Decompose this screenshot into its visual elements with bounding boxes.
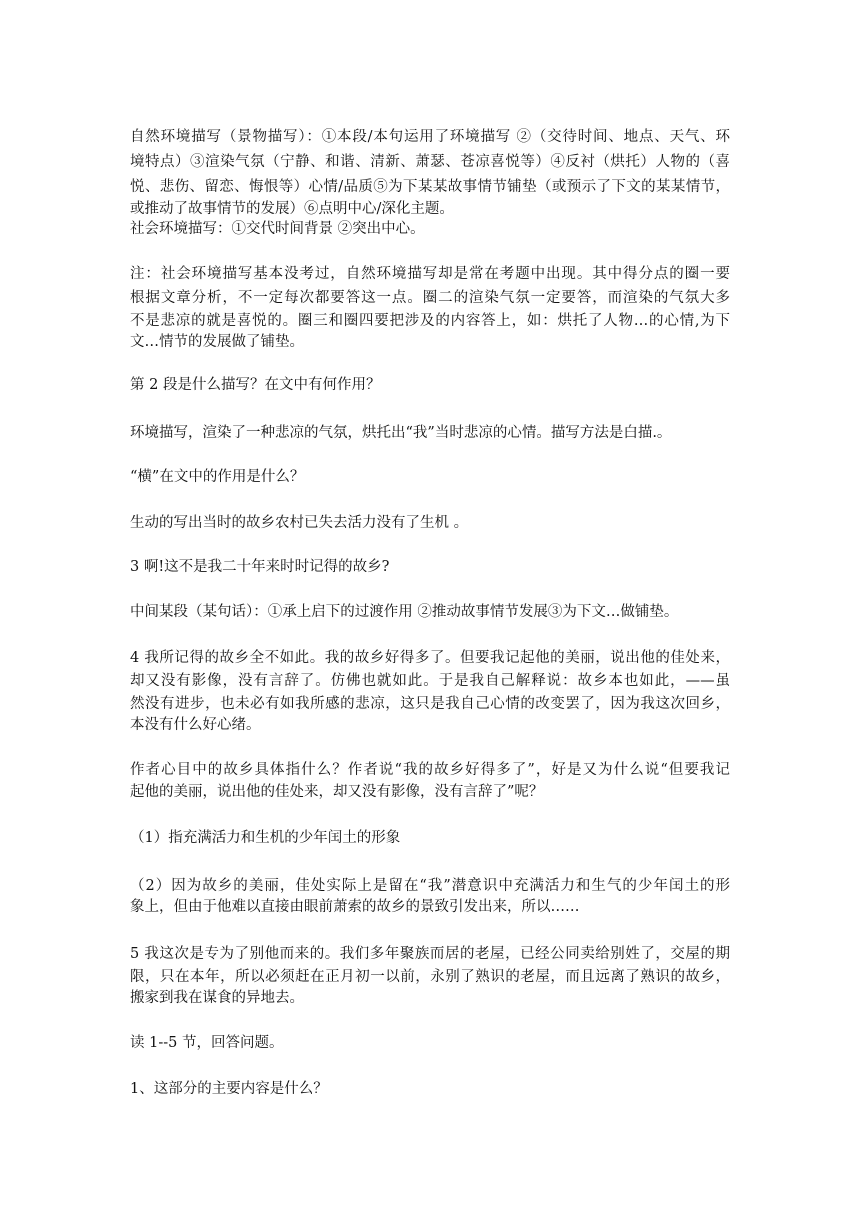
text-line: 3 啊!这不是我二十年来时时记得的故乡?	[130, 559, 390, 575]
answer-line: （1）指充满活力和生机的少年闰土的形象	[130, 830, 401, 846]
text-line: 中间某段（某句话）：①承上启下的过渡作用 ②推动故事情节发展③为下文…做铺垫。	[130, 604, 679, 620]
text-line: 注：社会环境描写基本没考过，自然环境描写却是常在考题中出现。其中得分点的圈一要	[130, 266, 730, 282]
answer-line: 生动的写出当时的故乡农村已失去活力没有了生机 。	[130, 515, 469, 531]
question-line: “横”在文中的作用是什么？	[130, 469, 305, 485]
answer-line: 象上，但由于他难以直接由眼前萧索的故乡的景致引发出来，所以……	[130, 899, 580, 915]
question-line: 第 2 段是什么描写？在文中有何作用？	[130, 377, 381, 393]
text-line: 境特点）③渲染气氛（宁静、和谐、清新、萧瑟、苍凉喜悦等）④反衬（烘托）人物的（喜	[130, 154, 730, 170]
text-line: 本没有什么好心绪。	[130, 717, 261, 733]
text-line: 限，只在本年，所以必须赶在正月初一以前，永别了熟识的老屋，而且远离了熟识的故乡，	[130, 969, 730, 985]
answer-line: 环境描写，渲染了一种悲凉的气氛，烘托出“我”当时悲凉的心情。描写方法是白描.。	[130, 425, 672, 441]
instruction-line: 读 1--5 节，回答问题。	[130, 1035, 284, 1051]
text-line: 不是悲凉的就是喜悦的。圈三和圈四要把涉及的内容答上，如：烘托了人物…的心情,为下	[130, 313, 730, 329]
text-line: 却又没有影像，没有言辞了。仿佛也就如此。于是我自己解释说：故乡本也如此，——虽	[130, 673, 730, 689]
text-line: 根据文章分析，不一定每次都要答这一点。圈二的渲染气氛一定要答，而渲染的气氛大多	[130, 290, 730, 306]
text-line: 文…情节的发展做了铺垫。	[130, 334, 304, 350]
question-line: 作者心目中的故乡具体指什么？作者说“我的故乡好得多了”，好是又为什么说“但要我记	[130, 762, 730, 778]
text-line: 或推动了故事情节的发展）⑥点明中心/深化主题。	[130, 201, 454, 217]
text-line: 搬家到我在谋食的异地去。	[130, 990, 304, 1006]
text-line: 自然环境描写（景物描写）：①本段/本句运用了环境描写 ②（交待时间、地点、天气、环	[130, 129, 730, 145]
question-line: 起他的美丽，说出他的佳处来，却又没有影像，没有言辞了”呢？	[130, 784, 544, 800]
text-line: 悦、悲伤、留恋、悔恨等）心情/品质⑤为下某某故事情节铺垫（或预示了下文的某某情节，	[130, 179, 730, 195]
question-line: 1、这部分的主要内容是什么？	[130, 1081, 328, 1097]
text-line: 5 我这次是专为了别他而来的。我们多年聚族而居的老屋，已经公同卖给别姓了，交屋的期	[130, 946, 730, 962]
answer-line: （2）因为故乡的美丽，佳处实际上是留在“我”潜意识中充满活力和生气的少年闰土的形	[130, 878, 730, 894]
text-line: 社会环境描写：①交代时间背景 ②突出中心。	[130, 221, 425, 237]
text-line: 然没有进步，也未必有如我所感的悲凉，这只是我自己心情的改变罢了，因为我这次回乡，	[130, 696, 730, 712]
text-line: 4 我所记得的故乡全不如此。我的故乡好得多了。但要我记起他的美丽，说出他的佳处来，	[130, 650, 730, 666]
